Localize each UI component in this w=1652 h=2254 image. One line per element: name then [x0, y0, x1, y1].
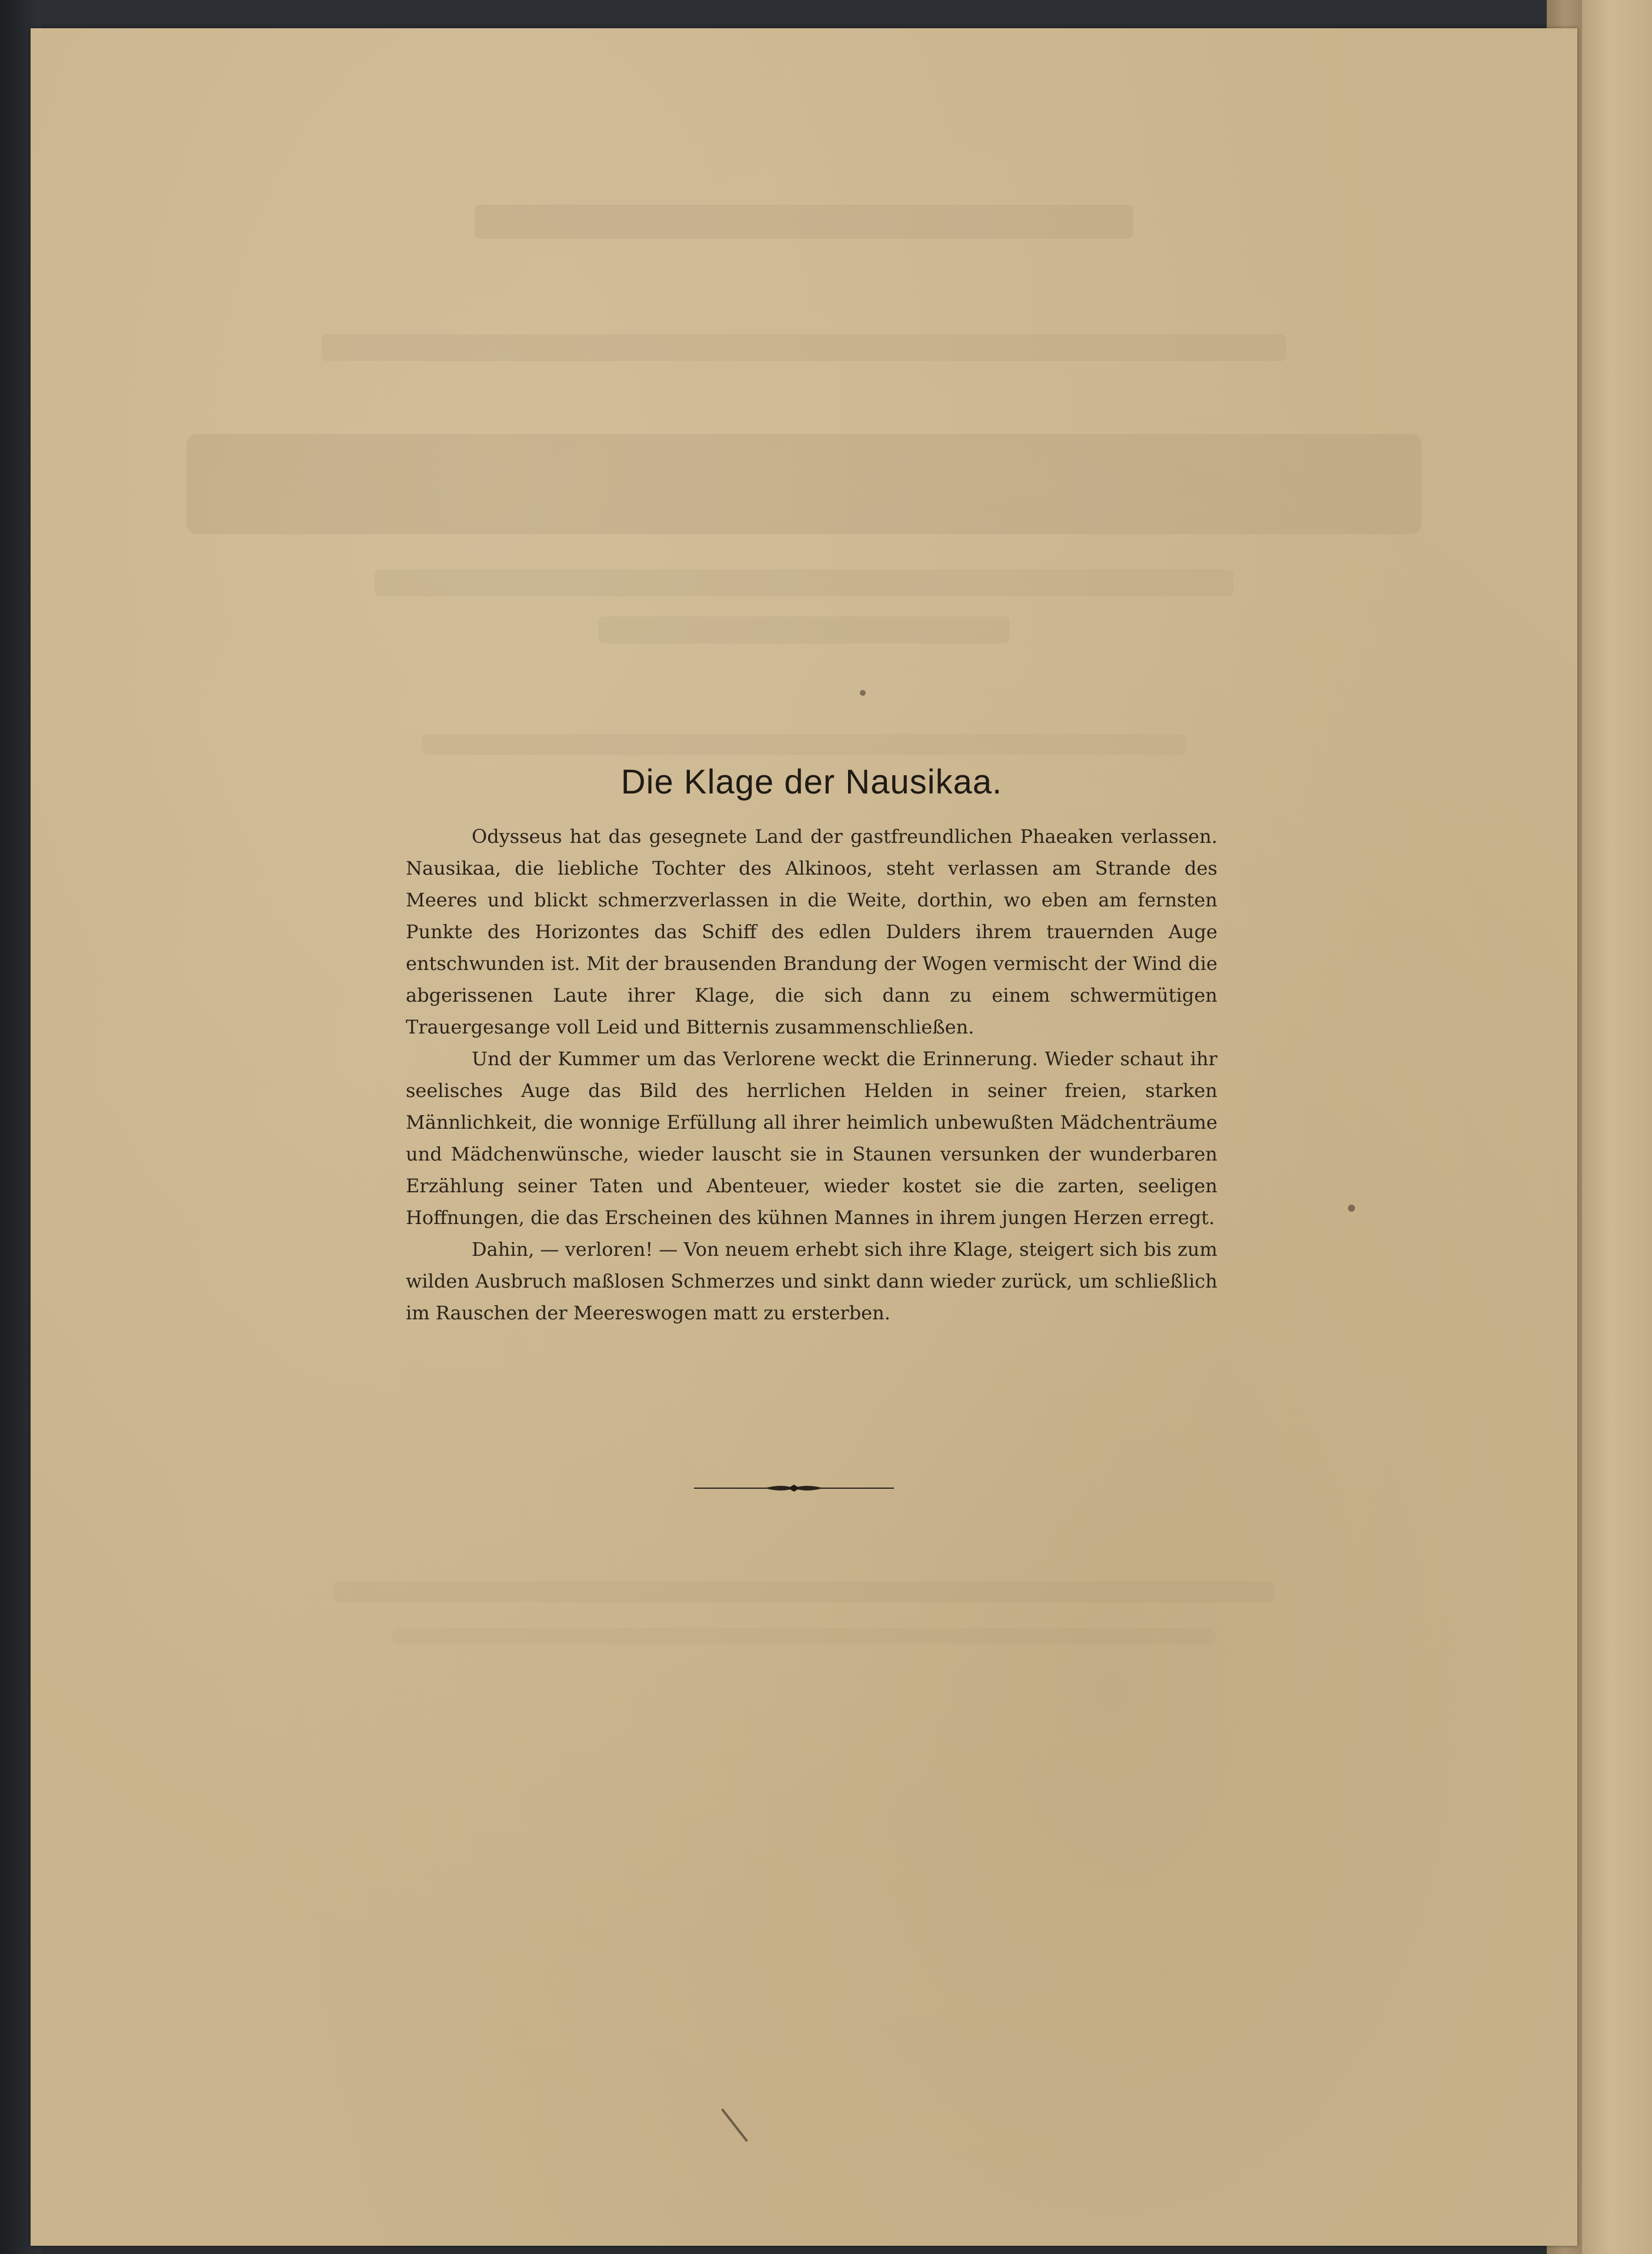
decorative-divider — [694, 1481, 894, 1495]
scanner-background-top — [0, 0, 1652, 24]
paper-speck — [1348, 1205, 1355, 1212]
article — [406, 762, 1217, 1329]
adjacent-page-edge — [1582, 0, 1652, 2254]
article-paragraph: Dahin, — verloren! — Von neuem erhebt sich ihre Klage, steigert sich bis zum wilden Ausbruch maßlosen Schmerzes und sinkt dann wieder zurück, um schließlich im Rauschen der Meereswogen matt zu ersterben. — [406, 1238, 1217, 1324]
article-title: Die Klage der Nausikaa. — [620, 763, 1003, 801]
article-paragraph: Und der Kummer um das Verlorene weckt die Erinnerung. Wieder schaut ihr seelisches Auge das Bild des herrlichen Helden in seiner freien, starken Männlichkeit, die wonnige Erfüllung all ihrer heimlich unbewußten Mädchenträume und Mädchenwünsche, wieder lauscht sie in Staunen versunken der wunderbaren Erzählung seiner Taten und Abenteuer, wieder kostet sie die zarten, seeligen Hoffnungen, die das Erscheinen des kühnen Mannes in ihrem jungen Herzen erregt. — [406, 1047, 1217, 1229]
paper-scratch — [721, 2108, 748, 2142]
article-paragraph: Odysseus hat das gesegnete Land der gastfreundlichen Phaeaken verlassen. Nausikaa, die liebliche Tochter des Alkinoos, steht verlassen am Strande des Meeres und blickt schmerzverlassen in die Weite, dorthin, wo eben am fernsten Punkte des Horizontes das Schiff des edlen Dulders ihrem trauernden Auge entschwunden ist. Mit der brausenden Brandung der Wogen vermischt der Wind die abgerissenen Laute ihrer Klage, die sich dann zu einem schwermütigen Trauergesange voll Leid und Bitternis zusammenschließen. — [406, 825, 1217, 1038]
paper-speck — [860, 690, 866, 696]
